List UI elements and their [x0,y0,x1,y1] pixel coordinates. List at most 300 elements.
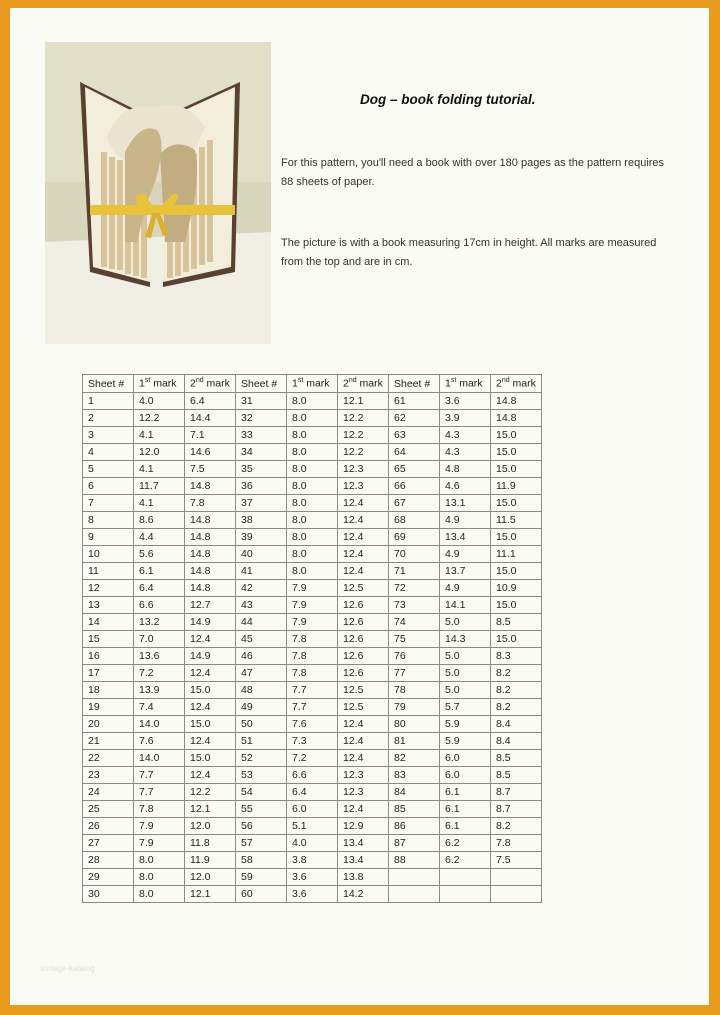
sheet-number-cell: 11 [83,563,134,580]
second-mark-cell: 8.2 [491,818,542,835]
first-mark-cell: 7.2 [287,750,338,767]
first-mark-cell: 6.1 [440,818,491,835]
sheet-number-cell: 48 [236,682,287,699]
first-mark-cell: 8.0 [134,852,185,869]
first-mark-cell: 7.9 [287,580,338,597]
first-mark-cell: 3.6 [287,869,338,886]
sheet-number-cell: 60 [236,886,287,903]
table-row [83,444,542,461]
header-second-mark: 2nd mark [338,375,389,393]
table-row [83,699,542,716]
sheet-number-cell: 30 [83,886,134,903]
first-mark-cell: 4.1 [134,427,185,444]
header-first-mark: 1st mark [440,375,491,393]
sheet-number-cell: 65 [389,461,440,478]
header-first-mark: 1st mark [134,375,185,393]
table-row [83,478,542,495]
second-mark-cell: 12.4 [338,529,389,546]
sheet-number-cell: 52 [236,750,287,767]
header-sheet-number: Sheet # [389,375,440,393]
second-mark-cell [491,869,542,886]
sheet-number-cell: 21 [83,733,134,750]
first-mark-cell: 6.1 [134,563,185,580]
sheet-number-cell: 38 [236,512,287,529]
second-mark-cell: 12.4 [185,631,236,648]
first-mark-cell: 5.9 [440,733,491,750]
second-mark-cell: 8.4 [491,733,542,750]
table-row [83,393,542,410]
sheet-number-cell: 81 [389,733,440,750]
first-mark-cell: 13.2 [134,614,185,631]
first-mark-cell: 4.6 [440,478,491,495]
second-mark-cell: 13.4 [338,835,389,852]
first-mark-cell: 12.2 [134,410,185,427]
sheet-number-cell: 18 [83,682,134,699]
second-mark-cell: 11.9 [491,478,542,495]
sheet-number-cell: 74 [389,614,440,631]
table-row [83,427,542,444]
sheet-number-cell: 36 [236,478,287,495]
second-mark-cell: 15.0 [185,682,236,699]
second-mark-cell: 12.4 [338,563,389,580]
second-mark-cell: 11.1 [491,546,542,563]
table-row [83,801,542,818]
table-row [83,495,542,512]
sheet-number-cell: 7 [83,495,134,512]
second-mark-cell: 12.4 [338,512,389,529]
header-second-mark: 2nd mark [185,375,236,393]
second-mark-cell: 12.4 [338,495,389,512]
second-mark-cell: 12.4 [338,801,389,818]
second-mark-cell: 12.2 [185,784,236,801]
sheet-number-cell: 12 [83,580,134,597]
header-sheet-number: Sheet # [236,375,287,393]
second-mark-cell: 12.6 [338,631,389,648]
second-mark-cell: 12.6 [338,665,389,682]
second-mark-cell: 15.0 [491,495,542,512]
second-mark-cell: 15.0 [185,716,236,733]
sheet-number-cell: 61 [389,393,440,410]
second-mark-cell: 14.8 [491,393,542,410]
sheet-number-cell: 56 [236,818,287,835]
second-mark-cell: 12.4 [338,733,389,750]
first-mark-cell: 8.0 [287,529,338,546]
first-mark-cell: 7.0 [134,631,185,648]
second-mark-cell: 12.3 [338,478,389,495]
second-mark-cell: 12.2 [338,427,389,444]
sheet-number-cell: 79 [389,699,440,716]
first-mark-cell: 6.6 [287,767,338,784]
second-mark-cell: 12.0 [185,818,236,835]
first-mark-cell: 8.0 [134,886,185,903]
second-mark-cell: 7.1 [185,427,236,444]
second-mark-cell: 8.5 [491,614,542,631]
first-mark-cell: 14.0 [134,716,185,733]
table-row [83,665,542,682]
sheet-number-cell: 22 [83,750,134,767]
table-row [83,614,542,631]
second-mark-cell: 7.5 [491,852,542,869]
sheet-number-cell [389,886,440,903]
second-mark-cell: 12.4 [338,546,389,563]
first-mark-cell: 11.7 [134,478,185,495]
first-mark-cell: 14.0 [134,750,185,767]
sheet-number-cell: 24 [83,784,134,801]
document-page [10,8,709,1005]
sheet-number-cell: 9 [83,529,134,546]
second-mark-cell: 12.5 [338,699,389,716]
header-first-mark: 1st mark [287,375,338,393]
second-mark-cell [491,886,542,903]
first-mark-cell: 8.0 [287,444,338,461]
sheet-number-cell [389,869,440,886]
sheet-number-cell: 57 [236,835,287,852]
second-mark-cell: 14.2 [338,886,389,903]
sheet-number-cell: 42 [236,580,287,597]
first-mark-cell: 5.1 [287,818,338,835]
first-mark-cell: 7.9 [287,597,338,614]
second-mark-cell: 15.0 [491,597,542,614]
table-row [83,461,542,478]
second-mark-cell: 12.0 [185,869,236,886]
first-mark-cell: 8.0 [134,869,185,886]
table-row [83,597,542,614]
sheet-number-cell: 70 [389,546,440,563]
fold-pattern-table [82,374,542,903]
first-mark-cell: 4.3 [440,444,491,461]
first-mark-cell: 6.0 [440,750,491,767]
second-mark-cell: 12.9 [338,818,389,835]
first-mark-cell: 7.3 [287,733,338,750]
second-mark-cell: 12.6 [338,614,389,631]
first-mark-cell: 4.8 [440,461,491,478]
second-mark-cell: 12.6 [338,648,389,665]
pattern-requirements-text: For this pattern, you'll need a book with over 180 pages as the pattern requires 88 sheets of paper. [281,157,665,188]
sheet-number-cell: 37 [236,495,287,512]
sheet-number-cell: 23 [83,767,134,784]
second-mark-cell: 6.4 [185,393,236,410]
sheet-number-cell: 10 [83,546,134,563]
sheet-number-cell: 67 [389,495,440,512]
first-mark-cell: 8.6 [134,512,185,529]
first-mark-cell: 4.9 [440,546,491,563]
first-mark-cell: 8.0 [287,546,338,563]
sheet-number-cell: 88 [389,852,440,869]
first-mark-cell: 6.0 [287,801,338,818]
second-mark-cell: 14.6 [185,444,236,461]
sheet-number-cell: 54 [236,784,287,801]
sheet-number-cell: 1 [83,393,134,410]
first-mark-cell: 7.4 [134,699,185,716]
table-row [83,869,542,886]
sheet-number-cell: 44 [236,614,287,631]
sheet-number-cell: 39 [236,529,287,546]
first-mark-cell: 8.0 [287,427,338,444]
second-mark-cell: 14.8 [185,563,236,580]
second-mark-cell: 11.5 [491,512,542,529]
first-mark-cell: 14.1 [440,597,491,614]
first-mark-cell: 8.0 [287,410,338,427]
table-row [83,818,542,835]
second-mark-cell: 8.2 [491,682,542,699]
first-mark-cell [440,886,491,903]
second-mark-cell: 14.8 [185,478,236,495]
second-mark-cell: 15.0 [491,444,542,461]
second-mark-cell: 15.0 [491,563,542,580]
sheet-number-cell: 26 [83,818,134,835]
first-mark-cell: 5.7 [440,699,491,716]
sheet-number-cell: 6 [83,478,134,495]
second-mark-cell: 14.8 [491,410,542,427]
table-row [83,750,542,767]
table-row [83,682,542,699]
sheet-number-cell: 59 [236,869,287,886]
pattern-table-header [83,375,542,393]
second-mark-cell: 8.3 [491,648,542,665]
table-row [83,784,542,801]
first-mark-cell: 6.2 [440,835,491,852]
first-mark-cell: 5.6 [134,546,185,563]
sheet-number-cell: 29 [83,869,134,886]
first-mark-cell: 6.2 [440,852,491,869]
sheet-number-cell: 83 [389,767,440,784]
second-mark-cell: 12.3 [338,767,389,784]
second-mark-cell: 13.4 [338,852,389,869]
sheet-number-cell: 64 [389,444,440,461]
first-mark-cell: 5.0 [440,648,491,665]
second-mark-cell: 14.8 [185,512,236,529]
first-mark-cell: 13.4 [440,529,491,546]
second-mark-cell: 8.5 [491,750,542,767]
sheet-number-cell: 3 [83,427,134,444]
second-mark-cell: 15.0 [491,529,542,546]
second-mark-cell: 13.8 [338,869,389,886]
second-mark-cell: 15.0 [185,750,236,767]
sheet-number-cell: 76 [389,648,440,665]
first-mark-cell: 4.9 [440,512,491,529]
sheet-number-cell: 58 [236,852,287,869]
first-mark-cell: 7.7 [134,767,185,784]
first-mark-cell: 8.0 [287,478,338,495]
second-mark-cell: 7.8 [185,495,236,512]
header-row [83,375,542,393]
second-mark-cell: 12.5 [338,580,389,597]
table-row [83,767,542,784]
sheet-number-cell: 47 [236,665,287,682]
second-mark-cell: 8.5 [491,767,542,784]
sheet-number-cell: 82 [389,750,440,767]
second-mark-cell: 8.4 [491,716,542,733]
sheet-number-cell: 80 [389,716,440,733]
sheet-number-cell: 32 [236,410,287,427]
second-mark-cell: 12.4 [338,750,389,767]
sheet-number-cell: 78 [389,682,440,699]
first-mark-cell: 3.6 [440,393,491,410]
first-mark-cell: 7.8 [287,631,338,648]
sheet-number-cell: 55 [236,801,287,818]
second-mark-cell: 7.8 [491,835,542,852]
first-mark-cell: 5.0 [440,614,491,631]
first-mark-cell: 13.6 [134,648,185,665]
first-mark-cell: 4.0 [287,835,338,852]
first-mark-cell: 8.0 [287,512,338,529]
sheet-number-cell: 5 [83,461,134,478]
first-mark-cell: 8.0 [287,495,338,512]
first-mark-cell: 7.2 [134,665,185,682]
sheet-number-cell: 69 [389,529,440,546]
watermark: vorlage-katalog [40,964,95,973]
sheet-number-cell: 33 [236,427,287,444]
tutorial-title: Dog – book folding tutorial. [360,92,536,107]
second-mark-cell: 8.7 [491,801,542,818]
second-mark-cell: 11.9 [185,852,236,869]
second-mark-cell: 12.1 [338,393,389,410]
first-mark-cell: 7.7 [287,682,338,699]
second-mark-cell: 7.5 [185,461,236,478]
first-mark-cell: 7.8 [287,648,338,665]
sheet-number-cell: 14 [83,614,134,631]
sheet-number-cell: 31 [236,393,287,410]
table-row [83,631,542,648]
first-mark-cell: 5.0 [440,682,491,699]
first-mark-cell: 4.9 [440,580,491,597]
first-mark-cell: 6.4 [134,580,185,597]
second-mark-cell: 14.9 [185,648,236,665]
sheet-number-cell: 45 [236,631,287,648]
sheet-number-cell: 16 [83,648,134,665]
first-mark-cell: 6.1 [440,784,491,801]
first-mark-cell: 14.3 [440,631,491,648]
sheet-number-cell: 53 [236,767,287,784]
sheet-number-cell: 87 [389,835,440,852]
table-row [83,733,542,750]
second-mark-cell: 14.8 [185,529,236,546]
sheet-number-cell: 75 [389,631,440,648]
sheet-number-cell: 20 [83,716,134,733]
sheet-number-cell: 41 [236,563,287,580]
first-mark-cell: 4.3 [440,427,491,444]
second-mark-cell: 12.5 [338,682,389,699]
sheet-number-cell: 40 [236,546,287,563]
sheet-number-cell: 15 [83,631,134,648]
table-row [83,563,542,580]
first-mark-cell: 7.6 [134,733,185,750]
sheet-number-cell: 68 [389,512,440,529]
first-mark-cell: 6.0 [440,767,491,784]
sheet-number-cell: 2 [83,410,134,427]
first-mark-cell: 6.4 [287,784,338,801]
second-mark-cell: 12.4 [185,767,236,784]
sheet-number-cell: 19 [83,699,134,716]
second-mark-cell: 15.0 [491,631,542,648]
first-mark-cell: 13.9 [134,682,185,699]
sheet-number-cell: 71 [389,563,440,580]
second-mark-cell: 12.1 [185,886,236,903]
table-row [83,716,542,733]
measurement-note-text: The picture is with a book measuring 17cm in height. All marks are measured from the top and are in cm. [281,237,657,268]
first-mark-cell: 7.9 [134,835,185,852]
second-mark-cell: 14.8 [185,580,236,597]
sheet-number-cell: 27 [83,835,134,852]
sheet-number-cell: 84 [389,784,440,801]
second-mark-cell: 8.7 [491,784,542,801]
second-mark-cell: 12.4 [185,699,236,716]
second-mark-cell: 12.7 [185,597,236,614]
second-mark-cell: 11.8 [185,835,236,852]
second-mark-cell: 8.2 [491,665,542,682]
first-mark-cell: 7.7 [287,699,338,716]
table-row [83,852,542,869]
second-mark-cell: 12.4 [185,733,236,750]
sheet-number-cell: 28 [83,852,134,869]
first-mark-cell: 7.9 [134,818,185,835]
sheet-number-cell: 51 [236,733,287,750]
first-mark-cell: 7.6 [287,716,338,733]
sheet-number-cell: 34 [236,444,287,461]
second-mark-cell: 10.9 [491,580,542,597]
first-mark-cell: 12.0 [134,444,185,461]
sheet-number-cell: 46 [236,648,287,665]
table-row [83,529,542,546]
second-mark-cell: 12.2 [338,410,389,427]
first-mark-cell: 8.0 [287,393,338,410]
first-mark-cell: 6.6 [134,597,185,614]
second-mark-cell: 12.4 [338,716,389,733]
second-mark-cell: 14.9 [185,614,236,631]
first-mark-cell: 7.9 [287,614,338,631]
first-mark-cell: 3.8 [287,852,338,869]
second-mark-cell: 12.6 [338,597,389,614]
folded-book-dog-illustration [45,42,271,344]
table-row [83,512,542,529]
sheet-number-cell: 25 [83,801,134,818]
first-mark-cell: 8.0 [287,563,338,580]
table-row [83,410,542,427]
sheet-number-cell: 35 [236,461,287,478]
pattern-table-body [83,393,542,903]
second-mark-cell: 12.3 [338,461,389,478]
table-row [83,648,542,665]
second-mark-cell: 14.4 [185,410,236,427]
sheet-number-cell: 62 [389,410,440,427]
first-mark-cell: 5.0 [440,665,491,682]
first-mark-cell [440,869,491,886]
table-row [83,580,542,597]
second-mark-cell: 15.0 [491,461,542,478]
sheet-number-cell: 50 [236,716,287,733]
first-mark-cell: 4.1 [134,461,185,478]
sheet-number-cell: 85 [389,801,440,818]
sheet-number-cell: 8 [83,512,134,529]
header-sheet-number: Sheet # [83,375,134,393]
sheet-number-cell: 63 [389,427,440,444]
second-mark-cell: 12.2 [338,444,389,461]
first-mark-cell: 7.8 [287,665,338,682]
header-second-mark: 2nd mark [491,375,542,393]
table-row [83,835,542,852]
first-mark-cell: 7.7 [134,784,185,801]
first-mark-cell: 8.0 [287,461,338,478]
first-mark-cell: 3.9 [440,410,491,427]
sheet-number-cell: 73 [389,597,440,614]
table-row [83,546,542,563]
second-mark-cell: 15.0 [491,427,542,444]
sheet-number-cell: 66 [389,478,440,495]
second-mark-cell: 14.8 [185,546,236,563]
first-mark-cell: 3.6 [287,886,338,903]
first-mark-cell: 4.0 [134,393,185,410]
first-mark-cell: 6.1 [440,801,491,818]
